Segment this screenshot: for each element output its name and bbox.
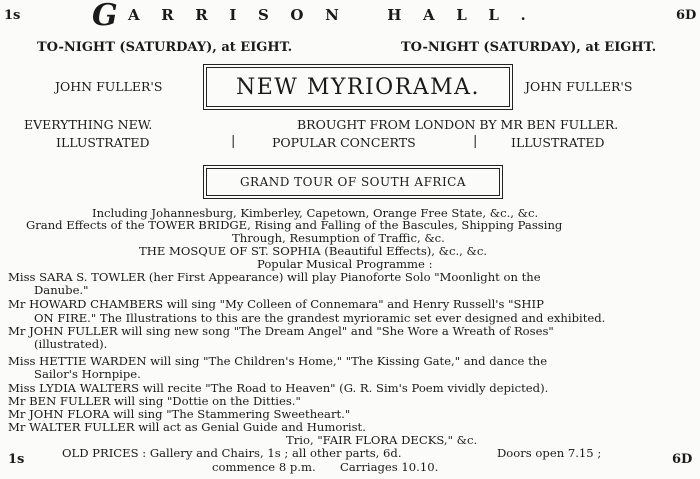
footer-prices: OLD PRICES : Gallery and Chairs, 1s ; all other parts, 6d. (62, 446, 402, 460)
title-initial: G (92, 0, 118, 33)
price-left-bottom: 1s (8, 452, 25, 467)
feature-right: ILLUSTRATED (511, 135, 605, 150)
body-line-17: Mr WALTER FULLER will act as Genial Guide and Humorist. (8, 420, 366, 434)
body-line-12: Miss HETTIE WARDEN will sing "The Children's Home," "The Kissing Gate," and dance the (8, 354, 548, 368)
body-line-10: Mr JOHN FULLER will sing new song "The Dream Angel" and "She Wore a Wreath of Roses" (8, 324, 554, 338)
body-line-7: Danube." (34, 283, 89, 297)
body-line-14: Miss LYDIA WALTERS will recite "The Road to Heaven" (G. R. Sim's Poem vividly depicted). (8, 381, 549, 395)
footer-doors: Doors open 7.15 ; (497, 446, 602, 460)
body-line-6: Miss SARA S. TOWLER (her First Appearance) will play Pianoforte Solo "Moonlight on the (8, 270, 541, 284)
feature-separator-1: | (231, 134, 236, 149)
body-line-2: Grand Effects of the TOWER BRIDGE, Rising and Falling of the Bascules, Shipping Passing (26, 218, 563, 232)
price-right-bottom: 6D (672, 452, 693, 467)
presenter-right: JOHN FULLER'S (525, 79, 633, 94)
body-line-1: Including Johannesburg, Kimberley, Capetown, Orange Free State, &c., &c. (92, 206, 539, 220)
footer-carriages: Carriages 10.10. (340, 460, 439, 474)
body-line-9: ON FIRE." The Illustrations to this are the grandest myrioramic set ever designed and exhibited. (34, 311, 606, 325)
body-line-16: Mr JOHN FLORA will sing "The Stammering Sweetheart." (8, 407, 351, 421)
feature-center: POPULAR CONCERTS (272, 135, 416, 150)
body-line-8: Mr HOWARD CHAMBERS will sing "My Colleen of Connemara" and Henry Russell's "SHIP (8, 297, 544, 311)
feature-left: ILLUSTRATED (56, 135, 150, 150)
hall-title: ARRISON HALL. (128, 6, 548, 24)
tour-title: GRAND TOUR OF SOUTH AFRICA (239, 175, 467, 189)
tonight-right: TO-NIGHT (SATURDAY), at EIGHT. (401, 40, 657, 55)
body-line-15: Mr BEN FULLER will sing "Dottie on the Ditties." (8, 394, 301, 408)
show-title: NEW MYRIORAMA. (235, 74, 481, 100)
body-line-11: (illustrated). (34, 337, 108, 351)
feature-separator-2: | (473, 134, 478, 149)
presenter-left: JOHN FULLER'S (55, 79, 163, 94)
tagline-right: BROUGHT FROM LONDON BY MR BEN FULLER. (297, 117, 619, 132)
body-line-4: THE MOSQUE OF ST. SOPHIA (Beautiful Effects), &c., &c. (139, 244, 488, 258)
body-line-18: Trio, "FAIR FLORA DECKS," &c. (286, 433, 478, 447)
price-left-top: 1s (4, 8, 21, 23)
price-right-top: 6D (676, 8, 697, 23)
tonight-left: TO-NIGHT (SATURDAY), at EIGHT. (37, 40, 293, 55)
footer-commence: commence 8 p.m. (212, 460, 316, 474)
tagline-left: EVERYTHING NEW. (24, 117, 153, 132)
show-title-box (206, 67, 510, 107)
tour-title-box (206, 168, 500, 196)
body-line-3: Through, Resumption of Traffic, &c. (232, 231, 445, 245)
body-line-5: Popular Musical Programme : (257, 257, 433, 271)
body-line-13: Sailor's Hornpipe. (34, 367, 141, 381)
